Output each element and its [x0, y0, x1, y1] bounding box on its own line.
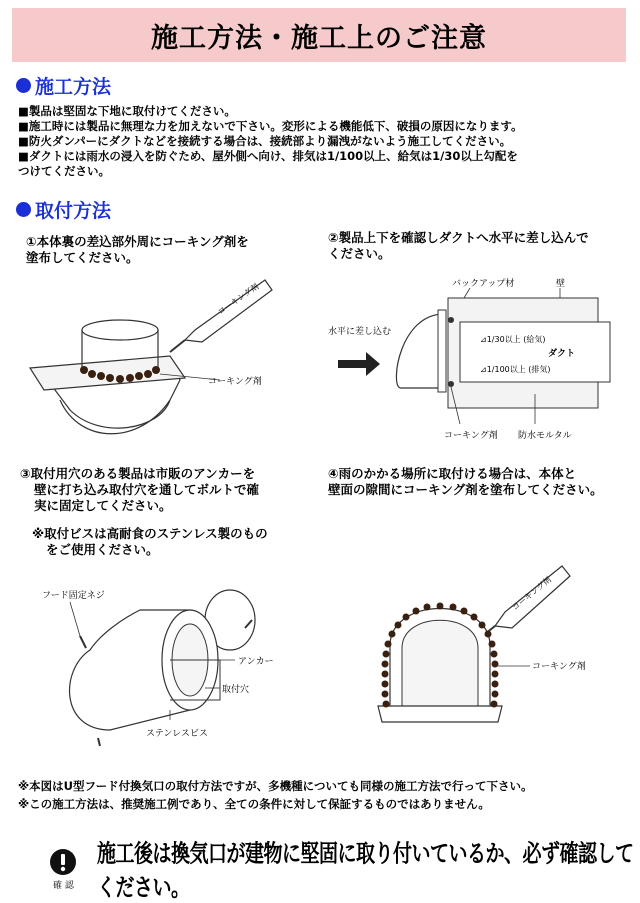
svg-text:コーキング剤: コーキング剤: [215, 281, 261, 317]
svg-text:コーキング剤: コーキング剤: [532, 662, 586, 672]
footnote: ※この施工方法は、推奨施工例であり、全ての条件に対して保証するものではありません。: [18, 797, 490, 811]
exclamation-icon: [49, 848, 77, 876]
svg-text:壁: 壁: [556, 279, 566, 289]
illustration-step3: [20, 580, 310, 760]
step-4-text: ④雨のかかる場所に取付ける場合は、本体と 壁面の隙間にコーキング剤を塗布してください。: [328, 466, 603, 497]
confirm-badge: 確 認: [48, 848, 79, 891]
bullet-dot-icon: [16, 202, 31, 217]
confirm-notice: [48, 840, 638, 902]
step-1-text: ①本体裏の差込部外周にコーキング剤を 塗布してください。: [26, 234, 249, 265]
svg-text:ステンレスビス: ステンレスビス: [146, 729, 208, 739]
svg-text:取付穴: 取付穴: [222, 685, 250, 695]
page-title: 施工方法・施工上のご注意: [151, 22, 487, 54]
svg-text:アンカー: アンカー: [238, 657, 274, 667]
section-heading-install: 取付方法: [16, 196, 111, 223]
step-3-text: ③取付用穴のある製品は市販のアンカーを 壁に打ち込み取付穴を通してボルトで確 実に固定してください。 ※取付ビスは高耐食のステンレス製のもの をご使用ください。: [20, 466, 268, 557]
svg-text:⊿1/30以上 (給気): ⊿1/30以上 (給気): [480, 335, 546, 344]
title-banner: [12, 8, 626, 62]
bullet-dot-icon: [16, 78, 31, 93]
confirm-text: 施工後は換気口が建物に堅固に取り付いているか、必ず確認してください。: [96, 840, 634, 902]
svg-text:防水モルタル: 防水モルタル: [518, 431, 572, 441]
svg-text:⊿1/100以上 (排気): ⊿1/100以上 (排気): [480, 365, 551, 374]
arrow-right-icon: [338, 352, 380, 376]
svg-text:バックアップ材: バックアップ材: [452, 279, 515, 289]
note-item: ■製品は堅固な下地に取付けてください。: [18, 104, 236, 118]
svg-text:フード固定ネジ: フード固定ネジ: [42, 591, 105, 601]
svg-text:コーキング剤: コーキング剤: [208, 377, 262, 387]
note-item: ■施工時には製品に無理な力を加えないで下さい。変形による機能低下、破損の原因になります。: [18, 119, 523, 133]
step-2-text: ②製品上下を確認しダクトへ水平に差し込んで ください。: [328, 230, 589, 261]
illustration-step4: [330, 556, 620, 756]
svg-text:ダクト: ダクト: [548, 349, 576, 359]
svg-text:水平に差し込む: 水平に差し込む: [328, 327, 392, 337]
caulk-tube-icon: [480, 566, 570, 638]
note-item: ■ダクトには雨水の浸入を防ぐため、屋外側へ向け、排気は1/100以上、給気は1/30以上勾配を: [18, 149, 518, 163]
illustration-step1: [20, 270, 310, 450]
illustration-step2: [320, 274, 620, 450]
caulk-tube-icon: [170, 280, 272, 352]
note-item: つけてください。: [18, 164, 110, 178]
svg-text:コーキング剤: コーキング剤: [510, 574, 553, 613]
note-item: ■防火ダンパーにダクトなどを接続する場合は、接続部より漏洩がないよう施工してください。: [18, 134, 512, 148]
section-heading-method: 施工方法: [16, 72, 111, 99]
footnote: ※本図はU型フード付換気口の取付方法ですが、多機種についても同様の施工方法で行って下さい。: [18, 779, 533, 793]
notes-list: [18, 104, 630, 179]
svg-text:コーキング剤: コーキング剤: [444, 431, 498, 441]
